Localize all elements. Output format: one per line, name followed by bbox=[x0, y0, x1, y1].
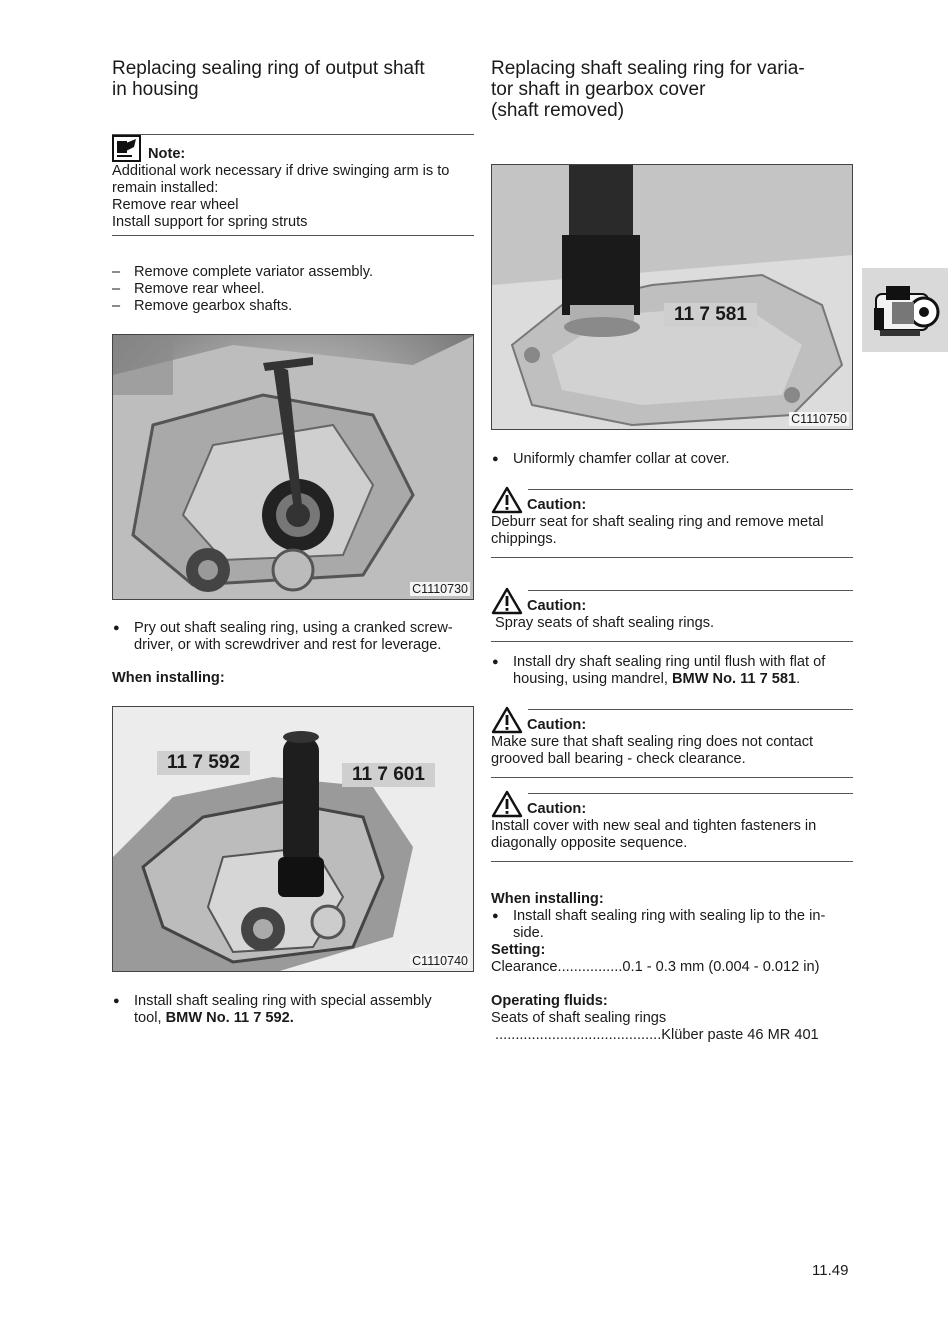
list-item: ● Install dry shaft sealing ring until flush with flat of housing, using mandrel, BMW No. 11 7 581. bbox=[491, 654, 853, 688]
tool-label-11-7-601: 11 7 601 bbox=[342, 763, 435, 787]
warning-triangle-icon bbox=[491, 587, 523, 615]
photo-assembly-tool-drawing bbox=[113, 707, 474, 972]
caution-2: Caution: Spray seats of shaft sealing rings. bbox=[491, 587, 853, 632]
caution-2-bottom-rule bbox=[491, 641, 853, 642]
caution-3-heading: Caution: bbox=[491, 706, 853, 734]
chapter-side-tab bbox=[862, 268, 948, 352]
caution-4-heading: Caution: bbox=[491, 790, 853, 818]
when-installing-heading: When installing: bbox=[112, 670, 225, 686]
photo-housing-screwdriver-drawing bbox=[113, 335, 474, 600]
tool-label-11-7-581: 11 7 581 bbox=[664, 303, 757, 327]
install-step bbox=[112, 993, 474, 1027]
list-item: – Remove complete variator assembly. bbox=[112, 264, 474, 281]
caution-1-heading: Caution: bbox=[491, 486, 853, 514]
photo-gearbox-cover-mandrel-drawing bbox=[492, 165, 853, 430]
warning-triangle-icon bbox=[491, 706, 523, 734]
left-section-title: Replacing sealing ring of output shaft in housing bbox=[112, 58, 425, 100]
install-dry-ring-step bbox=[491, 654, 853, 688]
right-section-title: Replacing shaft sealing ring for varia- tor shaft in gearbox cover (shaft removed) bbox=[491, 58, 805, 121]
note-line-4: Install support for spring struts bbox=[112, 214, 308, 230]
installation-specs bbox=[491, 891, 853, 1044]
tool-label-11-7-592: 11 7 592 bbox=[157, 751, 250, 775]
caution-2-heading: Caution: bbox=[491, 587, 853, 615]
warning-triangle-icon bbox=[491, 486, 523, 514]
caution-4-bottom-rule bbox=[491, 861, 853, 862]
pry-out-step bbox=[112, 620, 474, 654]
list-item: – Remove gearbox shafts. bbox=[112, 298, 474, 315]
preparation-steps bbox=[112, 264, 474, 315]
fluids-application: Seats of shaft sealing rings bbox=[491, 1010, 667, 1026]
caution-4: Caution: Install cover with new seal and tighten fasteners in diagonally opposite sequence. bbox=[491, 790, 853, 852]
list-item: ● Install shaft sealing ring with special assembly tool, BMW No. 11 7 592. bbox=[112, 993, 474, 1027]
caution-3-bottom-rule bbox=[491, 777, 853, 778]
warning-triangle-icon bbox=[491, 790, 523, 818]
clearance-spec: Clearance................0.1 - 0.3 mm (0.004 - 0.012 in) bbox=[491, 959, 820, 975]
spacer bbox=[491, 976, 853, 993]
page-number: 11.49 bbox=[812, 1262, 849, 1279]
operating-fluids-heading: Operating fluids: bbox=[491, 993, 608, 1009]
note-icon bbox=[112, 135, 142, 163]
note-box bbox=[112, 135, 474, 231]
photo-code: C1110730 bbox=[412, 582, 468, 596]
photo-gearbox-cover-mandrel bbox=[491, 164, 853, 430]
engine-icon bbox=[862, 268, 948, 352]
caution-1: Caution: Deburr seat for shaft sealing ring and remove metal chippings. bbox=[491, 486, 853, 548]
list-item: – Remove rear wheel. bbox=[112, 281, 474, 298]
photo-assembly-tool bbox=[112, 706, 474, 972]
photo-housing-screwdriver bbox=[112, 334, 474, 600]
note-heading: Note: bbox=[112, 135, 474, 163]
list-item: ● Pry out shaft sealing ring, using a cranked screw- driver, or with screwdriver and rest for leverage. bbox=[112, 620, 474, 654]
photo-code: C1110740 bbox=[412, 954, 468, 968]
note-bottom-rule bbox=[112, 235, 474, 236]
list-item: ● Uniformly chamfer collar at cover. bbox=[491, 451, 853, 468]
caution-3: Caution: Make sure that shaft sealing ring does not contact grooved ball bearing - check clearance. bbox=[491, 706, 853, 768]
note-line-1: Additional work necessary if drive swinging arm is to bbox=[112, 163, 450, 179]
caution-1-bottom-rule bbox=[491, 557, 853, 558]
fluids-product: .........................................Klüber paste 46 MR 401 bbox=[491, 1027, 819, 1043]
photo-code: C1110750 bbox=[791, 412, 847, 426]
note-line-3: Remove rear wheel bbox=[112, 197, 239, 213]
list-item: ● Install shaft sealing ring with sealing lip to the in- side. bbox=[491, 908, 853, 942]
when-installing-heading: When installing: bbox=[491, 891, 604, 907]
setting-heading: Setting: bbox=[491, 942, 546, 958]
note-line-2: remain installed: bbox=[112, 180, 219, 196]
sealing-lip-step bbox=[491, 908, 853, 942]
chamfer-step bbox=[491, 451, 853, 468]
